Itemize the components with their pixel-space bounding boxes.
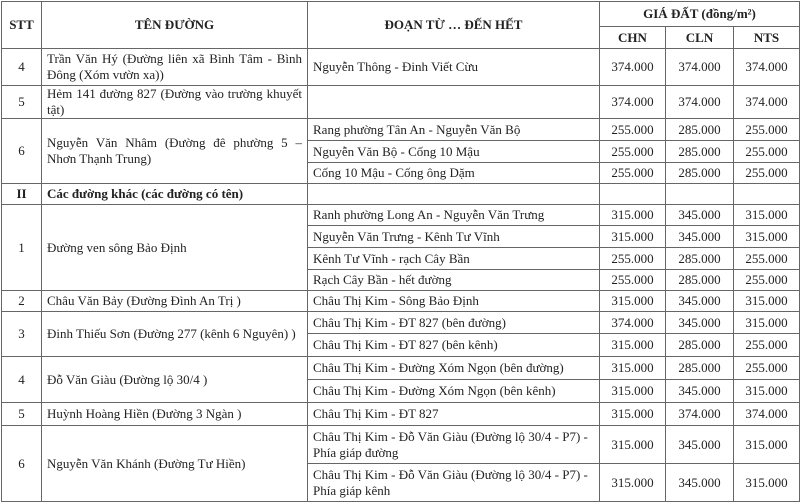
price-cln: 285.000 <box>666 141 734 163</box>
price-cln: 285.000 <box>666 334 734 357</box>
price-cln: 345.000 <box>666 312 734 334</box>
street-name: Nguyễn Văn Nhâm (Đường đê phường 5 – Nhơn Thạnh Trung) <box>42 119 308 184</box>
price-chn: 315.000 <box>600 334 666 357</box>
street-name: Trần Văn Hý (Đường liên xã Bình Tâm - Bình Đông (Xóm vườn xa)) <box>42 49 308 86</box>
header-stt: STT <box>2 2 42 49</box>
section-title: Các đường khác (các đường có tên) <box>42 184 308 205</box>
section-number: II <box>2 184 42 205</box>
street-name: Châu Văn Bảy (Đường Đình An Trị ) <box>42 291 308 312</box>
price-nts: 315.000 <box>734 205 800 226</box>
row-stt: 3 <box>2 312 42 357</box>
price-chn: 315.000 <box>600 403 666 426</box>
row-stt: 5 <box>2 403 42 426</box>
street-name: Nguyễn Văn Khánh (Đường Tư Hiền) <box>42 426 308 502</box>
price-nts: 374.000 <box>734 403 800 426</box>
table-body <box>2 49 800 502</box>
street-name: Đinh Thiếu Sơn (Đường 277 (kênh 6 Nguyên) ) <box>42 312 308 357</box>
price-nts: 374.000 <box>734 49 800 86</box>
header-segment: ĐOẠN TỪ … ĐẾN HẾT <box>308 2 600 49</box>
price-cln: 345.000 <box>666 205 734 226</box>
price-chn: 315.000 <box>600 464 666 502</box>
table-row <box>2 357 800 380</box>
price-nts: 315.000 <box>734 426 800 464</box>
price-cln: 285.000 <box>666 357 734 380</box>
price-chn: 255.000 <box>600 141 666 163</box>
table-row <box>2 49 800 86</box>
price-cln: 345.000 <box>666 464 734 502</box>
street-name: Đỗ Văn Giàu (Đường lộ 30/4 ) <box>42 357 308 403</box>
table-row <box>2 403 800 426</box>
price-chn: 255.000 <box>600 270 666 291</box>
header-cln: CLN <box>666 27 734 49</box>
price-chn: 315.000 <box>600 357 666 380</box>
segment: Kênh Tư Vĩnh - rạch Cây Bần <box>308 248 600 270</box>
row-stt: 1 <box>2 205 42 291</box>
segment: Châu Thị Kim - Đường Xóm Ngọn (bên đường) <box>308 357 600 380</box>
header-land-price: GIÁ ĐẤT (đồng/m²) <box>600 2 800 27</box>
header-nts: NTS <box>734 27 800 49</box>
table-row <box>2 312 800 334</box>
empty-cell <box>600 184 666 205</box>
price-chn: 255.000 <box>600 248 666 270</box>
price-nts: 255.000 <box>734 270 800 291</box>
price-nts: 315.000 <box>734 291 800 312</box>
segment: Châu Thị Kim - Sông Bảo Định <box>308 291 600 312</box>
price-cln: 285.000 <box>666 163 734 184</box>
price-nts: 374.000 <box>734 86 800 119</box>
row-stt: 2 <box>2 291 42 312</box>
segment: Rạch Cây Bần - hết đường <box>308 270 600 291</box>
empty-cell <box>666 184 734 205</box>
price-nts: 255.000 <box>734 119 800 141</box>
price-nts: 315.000 <box>734 464 800 502</box>
price-nts: 255.000 <box>734 163 800 184</box>
row-stt: 6 <box>2 119 42 184</box>
empty-cell <box>734 184 800 205</box>
segment: Châu Thị Kim - ĐT 827 <box>308 403 600 426</box>
segment: Châu Thị Kim - ĐT 827 (bên đường) <box>308 312 600 334</box>
table-row <box>2 426 800 464</box>
price-nts: 315.000 <box>734 380 800 403</box>
price-cln: 345.000 <box>666 291 734 312</box>
price-chn: 315.000 <box>600 226 666 248</box>
header-chn: CHN <box>600 27 666 49</box>
price-chn: 255.000 <box>600 119 666 141</box>
price-nts: 315.000 <box>734 312 800 334</box>
segment: Nguyễn Thông - Đinh Viết Cừu <box>308 49 600 86</box>
table-row <box>2 205 800 226</box>
price-chn: 315.000 <box>600 291 666 312</box>
street-name: Hẻm 141 đường 827 (Đường vào trường khuyết tật) <box>42 86 308 119</box>
land-price-table <box>1 1 800 502</box>
price-cln: 345.000 <box>666 380 734 403</box>
segment: Cống 10 Mậu - Cống ông Dặm <box>308 163 600 184</box>
segment: Châu Thị Kim - Đường Xóm Ngọn (bên kênh) <box>308 380 600 403</box>
segment: Nguyễn Văn Trưng - Kênh Tư Vĩnh <box>308 226 600 248</box>
row-stt: 6 <box>2 426 42 502</box>
price-chn: 374.000 <box>600 86 666 119</box>
header-street-name: TÊN ĐƯỜNG <box>42 2 308 49</box>
price-chn: 315.000 <box>600 426 666 464</box>
segment: Ranh phường Long An - Nguyễn Văn Trưng <box>308 205 600 226</box>
segment: Châu Thị Kim - ĐT 827 (bên kênh) <box>308 334 600 357</box>
price-nts: 255.000 <box>734 248 800 270</box>
price-chn: 255.000 <box>600 163 666 184</box>
segment: Châu Thị Kim - Đỗ Văn Giàu (Đường lộ 30/4 - P7) - Phía giáp kênh <box>308 464 600 502</box>
price-cln: 345.000 <box>666 226 734 248</box>
section-row <box>2 184 800 205</box>
segment: Rang phường Tân An - Nguyễn Văn Bộ <box>308 119 600 141</box>
price-cln: 285.000 <box>666 248 734 270</box>
street-name: Huỳnh Hoàng Hiền (Đường 3 Ngàn ) <box>42 403 308 426</box>
price-chn: 315.000 <box>600 380 666 403</box>
table-row <box>2 119 800 141</box>
empty-cell <box>308 184 600 205</box>
price-nts: 255.000 <box>734 141 800 163</box>
price-cln: 285.000 <box>666 270 734 291</box>
price-chn: 374.000 <box>600 312 666 334</box>
row-stt: 4 <box>2 357 42 403</box>
price-cln: 374.000 <box>666 403 734 426</box>
price-cln: 345.000 <box>666 426 734 464</box>
row-stt: 4 <box>2 49 42 86</box>
table-row <box>2 291 800 312</box>
price-chn: 315.000 <box>600 205 666 226</box>
segment: Nguyễn Văn Bộ - Cống 10 Mậu <box>308 141 600 163</box>
price-nts: 255.000 <box>734 334 800 357</box>
price-nts: 315.000 <box>734 226 800 248</box>
table-row <box>2 86 800 119</box>
row-stt: 5 <box>2 86 42 119</box>
price-cln: 374.000 <box>666 86 734 119</box>
price-chn: 374.000 <box>600 49 666 86</box>
segment: Châu Thị Kim - Đỗ Văn Giàu (Đường lộ 30/4 - P7) - Phía giáp đường <box>308 426 600 464</box>
price-nts: 255.000 <box>734 357 800 380</box>
price-cln: 374.000 <box>666 49 734 86</box>
street-name: Đường ven sông Bảo Định <box>42 205 308 291</box>
segment <box>308 86 600 119</box>
price-cln: 285.000 <box>666 119 734 141</box>
